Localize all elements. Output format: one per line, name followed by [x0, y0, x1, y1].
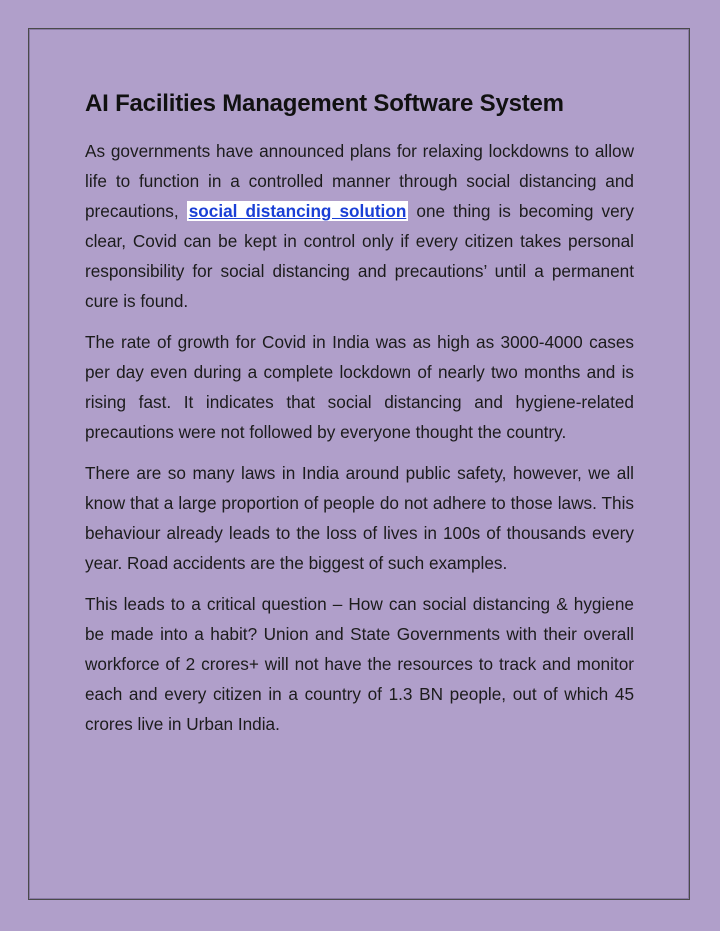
paragraph-1 [85, 136, 634, 316]
paragraph-2: The rate of growth for Covid in India was as high as 3000-4000 cases per day even during a complete lockdown of nearly two months and is rising fast. It indicates that social distancing and hygiene-related precautions were not followed by everyone thought the country. [85, 332, 634, 442]
page-title: AI Facilities Management Software System [85, 90, 564, 117]
paragraph-1-text-before: As governments have announced plans for relaxing lockdowns to allow life to function in a controlled manner through social distancing and precautions, [85, 141, 634, 221]
social-distancing-solution-link[interactable]: social distancing solution [188, 201, 407, 221]
paragraph-4: This leads to a critical question – How can social distancing & hygiene be made into a habit? Union and State Governments with their overall workforce of 2 crores+ will not have the resources to track and monitor each and every citizen in a country of 1.3 BN people, out of which 45 crores live in Urban India. [85, 594, 634, 734]
document-body [85, 86, 634, 750]
paragraph-3: There are so many laws in India around public safety, however, we all know that a large proportion of people do not adhere to those laws. This behaviour already leads to the loss of lives in 100s of thousands every year. Road accidents are the biggest of such examples. [85, 463, 634, 573]
paragraph-1-text-after: one thing is becoming very clear, Covid can be kept in control only if every citizen takes personal responsibility for social distancing and precautions’ until a permanent cure is found. [85, 201, 634, 311]
